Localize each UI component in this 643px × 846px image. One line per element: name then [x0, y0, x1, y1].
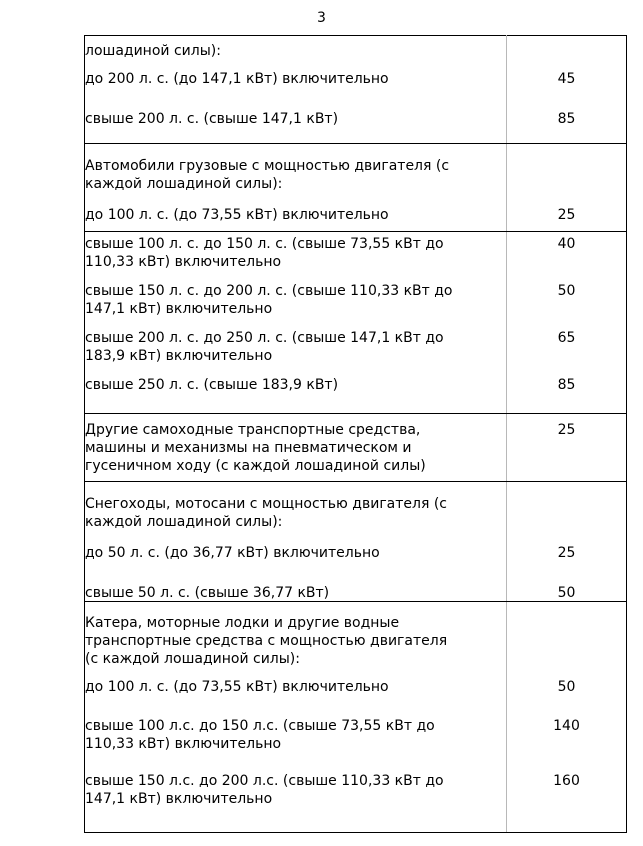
tax-rate-value: 85	[557, 111, 576, 127]
item-text-line: до 100 л. с. (до 73,55 кВт) включительно	[85, 679, 389, 695]
tax-rate-value: 160	[553, 773, 580, 789]
item-text-line: свыше 50 л. с. (свыше 36,77 кВт)	[85, 585, 330, 601]
category-cell	[85, 144, 507, 232]
category-header-line: (с каждой лошадиной силы):	[85, 651, 300, 667]
item-text-line: до 100 л. с. (до 73,55 кВт) включительно	[85, 207, 389, 223]
category-header-line: лошадиной силы):	[85, 43, 221, 59]
item-text-line: свыше 200 л. с. до 250 л. с. (свыше 147,1 кВт до	[85, 330, 444, 346]
category-header-line: каждой лошадиной силы):	[85, 514, 283, 530]
tax-rate-value: 25	[557, 207, 576, 223]
table-row	[85, 414, 627, 482]
item-text-line: свыше 150 л. с. до 200 л. с. (свыше 110,33 кВт до	[85, 283, 453, 299]
item-text-line: свыше 100 л.с. до 150 л.с. (свыше 73,55 кВт до	[85, 718, 435, 734]
category-header-line: транспортные средства с мощностью двигателя	[85, 633, 448, 649]
tax-rate-value: 140	[553, 718, 580, 734]
rate-cell	[507, 144, 627, 232]
tax-rate-value: 45	[557, 71, 576, 87]
item-text-line: свыше 100 л. с. до 150 л. с. (свыше 73,55 кВт до	[85, 236, 444, 252]
item-text-line: до 200 л. с. (до 147,1 кВт) включительно	[85, 71, 389, 87]
item-text-line: свыше 250 л. с. (свыше 183,9 кВт)	[85, 377, 339, 393]
tax-rate-table	[84, 35, 627, 833]
tax-rate-value: 40	[557, 236, 576, 252]
category-header-line: каждой лошадиной силы):	[85, 176, 283, 192]
rate-cell	[507, 414, 627, 482]
rate-cell	[507, 602, 627, 833]
category-cell	[85, 36, 507, 144]
table-row	[85, 36, 627, 144]
tax-rate-value: 25	[557, 545, 576, 561]
category-header-line: Снегоходы, мотосани с мощностью двигателя (с	[85, 496, 448, 512]
item-text-line: 147,1 кВт) включительно	[85, 301, 273, 317]
rate-cell	[507, 482, 627, 602]
category-header-line: Автомобили грузовые с мощностью двигателя (с	[85, 158, 450, 174]
page-number: 3	[317, 10, 326, 26]
item-text-line: 110,33 кВт) включительно	[85, 736, 282, 752]
rate-cell	[507, 36, 627, 144]
tax-rate-value: 65	[557, 330, 576, 346]
table-row	[85, 602, 627, 833]
item-text-line: машины и механизмы на пневматическом и	[85, 440, 412, 456]
tax-rate-value: 50	[557, 283, 576, 299]
tax-rate-value: 50	[557, 679, 576, 695]
item-text-line: 147,1 кВт) включительно	[85, 791, 273, 807]
item-text-line: 183,9 кВт) включительно	[85, 348, 273, 364]
rate-cell	[507, 232, 627, 414]
category-cell	[85, 482, 507, 602]
tax-rate-value: 25	[557, 422, 576, 438]
tax-rate-value: 85	[557, 377, 576, 393]
category-cell	[85, 602, 507, 833]
item-text-line: свыше 200 л. с. (свыше 147,1 кВт)	[85, 111, 339, 127]
table-row	[85, 482, 627, 602]
category-cell	[85, 414, 507, 482]
tax-rate-value: 50	[557, 585, 576, 601]
table-row	[85, 144, 627, 232]
table-row	[85, 232, 627, 414]
item-text-line: гусеничном ходу (с каждой лошадиной силы)	[85, 458, 426, 474]
item-text-line: до 50 л. с. (до 36,77 кВт) включительно	[85, 545, 380, 561]
item-text-line: свыше 150 л.с. до 200 л.с. (свыше 110,33 кВт до	[85, 773, 444, 789]
item-text-line: Другие самоходные транспортные средства,	[85, 422, 421, 438]
item-text-line: 110,33 кВт) включительно	[85, 254, 282, 270]
category-cell	[85, 232, 507, 414]
category-header-line: Катера, моторные лодки и другие водные	[85, 615, 400, 631]
